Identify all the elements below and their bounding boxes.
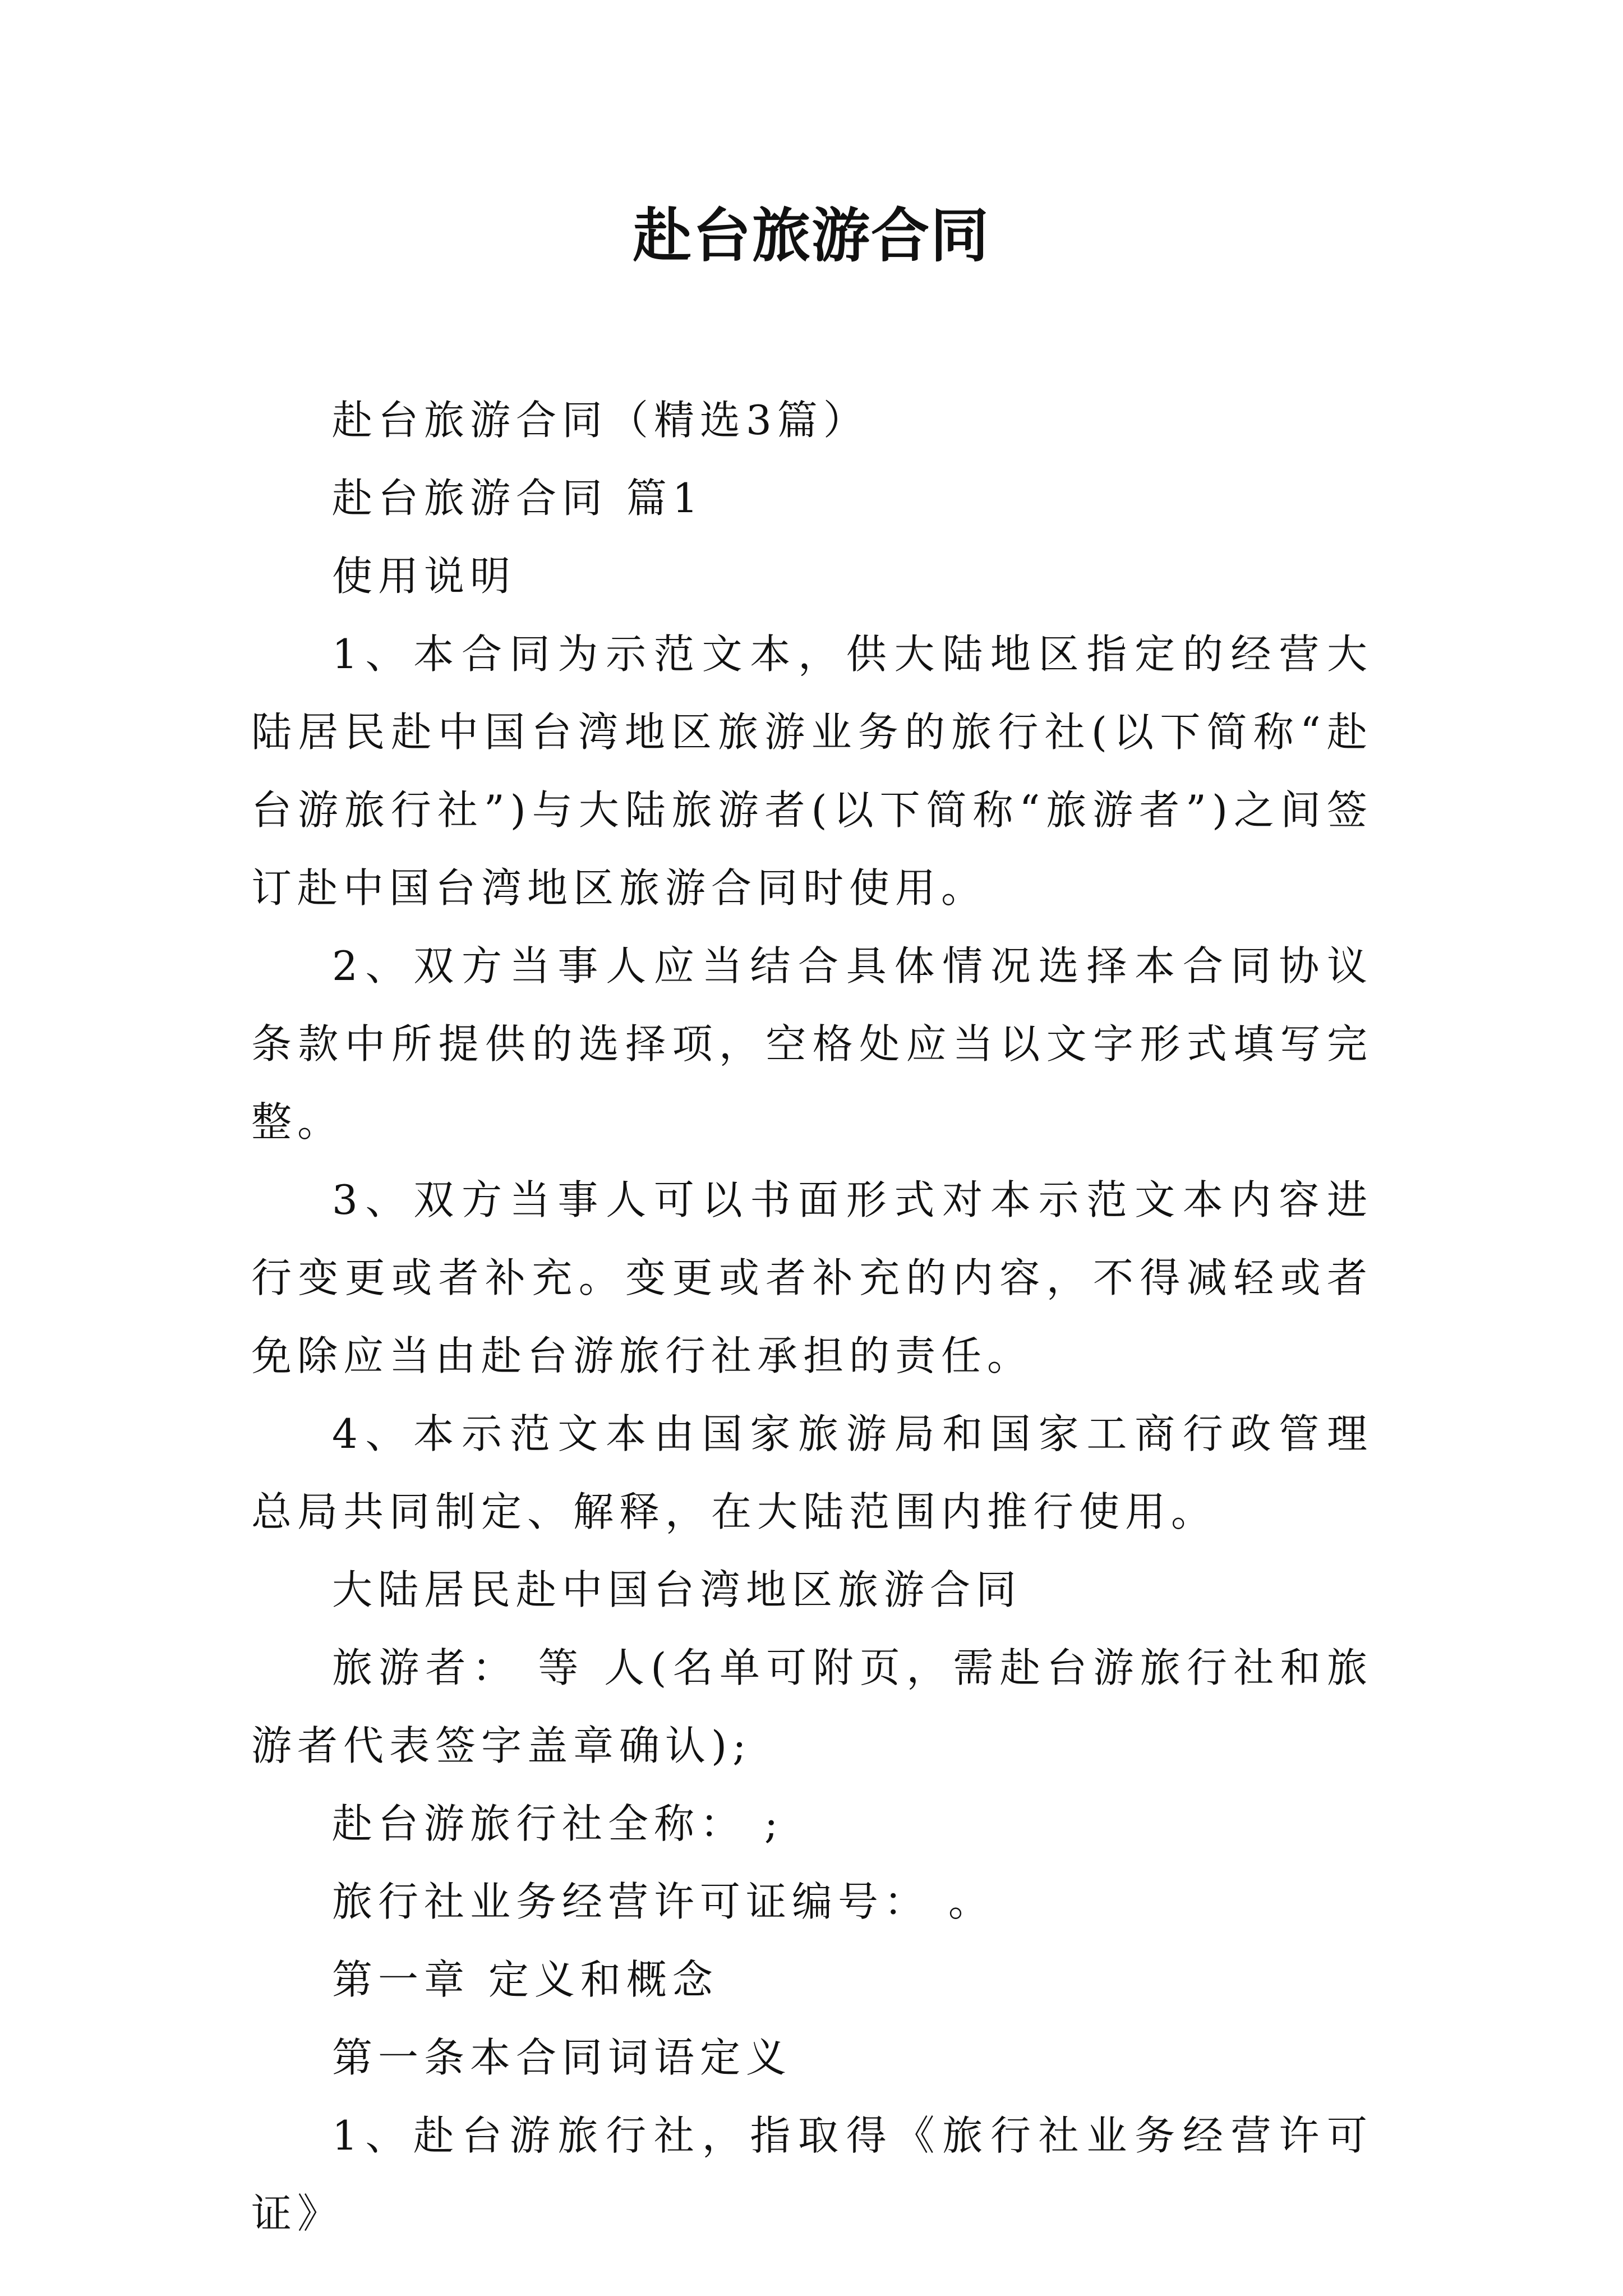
paragraph-tourist: 旅游者： 等 人(名单可附页，需赴台游旅行社和旅游者代表签字盖章确认); [251, 1644, 1373, 1769]
paragraph-usage-2: 2、双方当事人应当结合具体情况选择本合同协议条款中所提供的选择项，空格处应当以文字形式填写完整。 [251, 942, 1373, 1145]
paragraph-definition-1: 1、赴台游旅行社，指取得《旅行社业务经营许可证》 [251, 2112, 1373, 2237]
document-title: 赴台旅游合同 [633, 201, 990, 270]
paragraph-chapter-1: 第一章 定义和概念 [332, 1956, 718, 2003]
paragraph-contract-heading: 大陆居民赴中国台湾地区旅游合同 [332, 1566, 1022, 1613]
paragraph-license-number: 旅行社业务经营许可证编号： 。 [332, 1878, 994, 1925]
paragraph-article-1: 第一条本合同词语定义 [332, 2034, 792, 2081]
paragraph-part-heading: 赴台旅游合同 篇1 [332, 475, 704, 522]
paragraph-usage-1: 1、本合同为示范文本，供大陆地区指定的经营大陆居民赴中国台湾地区旅游业务的旅行社(以下简称“赴台游旅行社”)与大陆旅游者(以下简称“旅游者”)之间签订赴中国台湾地区旅游合同时使用。 [251, 631, 1373, 912]
paragraph-usage-4: 4、本示范文本由国家旅游局和国家工商行政管理总局共同制定、解释，在大陆范围内推行使用。 [251, 1410, 1373, 1535]
paragraph-agency-name: 赴台游旅行社全称： ; [332, 1800, 784, 1847]
paragraph-usage-heading: 使用说明 [332, 553, 517, 600]
paragraph-subtitle: 赴台旅游合同（精选3篇） [332, 397, 869, 444]
document-body [251, 381, 1373, 2253]
paragraph-usage-3: 3、双方当事人可以书面形式对本示范文本内容进行变更或者补充。变更或者补充的内容，不得减轻或者免除应当由赴台游旅行社承担的责任。 [251, 1176, 1373, 1379]
